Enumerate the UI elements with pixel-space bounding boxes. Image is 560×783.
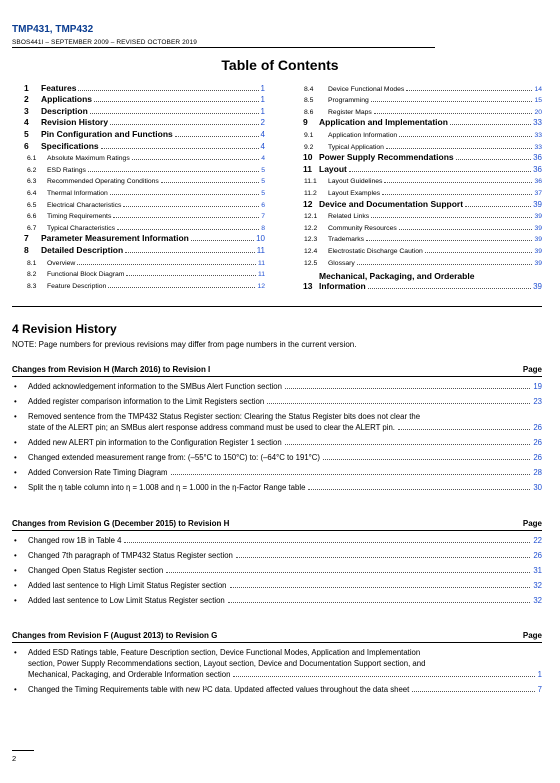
change-text: Added ESD Ratings table, Feature Description section, Device Functional Modes, Application and Implementation <box>28 648 421 657</box>
bullet-icon: • <box>14 551 17 560</box>
toc-entry-label: Device Functional Modes <box>328 85 405 93</box>
toc-leader-dots <box>371 101 533 102</box>
toc-page-link[interactable]: 5 <box>261 189 265 197</box>
toc-page-link[interactable]: 1 <box>260 106 265 116</box>
toc-page-link[interactable]: 39 <box>534 259 542 267</box>
toc-leader-dots <box>425 252 533 253</box>
toc-entry-label: ESD Ratings <box>47 166 86 174</box>
toc-entry[interactable] <box>303 255 542 267</box>
toc-right-column <box>303 81 542 291</box>
change-text: Added register comparison information to the Limit Registers section <box>28 397 265 406</box>
leader-dots <box>308 489 530 490</box>
revision-heading-text: Changes from Revision F (August 2013) to Revision G <box>12 630 218 640</box>
toc-entry[interactable] <box>303 232 542 244</box>
bullet-icon: • <box>14 412 17 421</box>
change-page-link[interactable]: 26 <box>533 438 542 447</box>
change-page-link[interactable]: 26 <box>533 453 542 462</box>
toc-leader-dots <box>90 113 259 114</box>
toc-leader-dots <box>450 124 531 125</box>
toc-entry-label: Description <box>41 105 88 116</box>
toc-leader-dots <box>101 148 259 149</box>
leader-dots <box>124 542 530 543</box>
change-text: Added new ALERT pin information to the Configuration Register 1 section <box>28 438 282 447</box>
change-text: Split the η table column into η = 1.008 and η = 1.000 in the η-Factor Range table <box>28 483 306 492</box>
bullet-icon: • <box>14 468 17 477</box>
toc-leader-dots <box>108 287 255 288</box>
toc-entry-number: 12 <box>303 198 313 209</box>
revision-heading-text: Changes from Revision H (March 2016) to Revision I <box>12 364 211 374</box>
toc-entry[interactable] <box>303 93 542 105</box>
toc-leader-dots <box>382 194 532 195</box>
revision-block-heading <box>12 516 542 531</box>
toc-page-link[interactable]: 4 <box>260 141 265 151</box>
change-page-link[interactable]: 31 <box>533 566 542 575</box>
toc-entry-label: Application and Implementation <box>319 117 448 128</box>
toc-entry-number: 6.4 <box>27 189 37 197</box>
toc-page-link[interactable]: 36 <box>533 164 542 174</box>
toc-entry-label: Recommended Operating Conditions <box>47 178 159 186</box>
toc-page-link[interactable]: 14 <box>534 85 542 93</box>
toc-entry-number: 8.5 <box>304 97 314 105</box>
toc-page-link[interactable]: 4 <box>260 129 265 139</box>
toc-entry-number: 8 <box>24 244 29 255</box>
toc-entry-label: Typical Application <box>328 143 384 151</box>
toc-leader-dots <box>110 194 259 195</box>
toc-leader-dots <box>386 148 533 149</box>
toc-entry-number: 8.1 <box>27 259 37 267</box>
toc-page-link[interactable]: 1 <box>260 83 265 93</box>
toc-entry[interactable] <box>24 255 265 267</box>
toc-entry-number: 12.1 <box>304 213 318 221</box>
toc-entry-number: 11 <box>303 163 312 174</box>
toc-page-link[interactable]: 39 <box>534 224 542 232</box>
toc-entry[interactable] <box>303 197 542 209</box>
leader-dots <box>233 676 534 677</box>
toc-entry-label: Register Maps <box>328 108 372 116</box>
toc-entry-label: Application Information <box>328 131 398 139</box>
toc-page-link[interactable]: 39 <box>534 213 542 221</box>
bullet-icon: • <box>14 581 17 590</box>
toc-page-link[interactable]: 33 <box>533 118 542 128</box>
revision-heading-text: Changes from Revision G (December 2015) to Revision H <box>12 518 230 528</box>
toc-entry[interactable] <box>24 93 265 105</box>
toc-entry-number: 12.5 <box>304 259 318 267</box>
toc-leader-dots <box>125 252 255 253</box>
toc-entry-number: 12.3 <box>304 236 318 244</box>
bullet-icon: • <box>14 397 17 406</box>
toc-leader-dots <box>191 240 254 241</box>
toc-leader-dots <box>357 264 533 265</box>
bullet-icon: • <box>14 648 17 657</box>
toc-entry-label: Community Resources <box>328 224 397 232</box>
revision-block-heading <box>12 628 542 643</box>
toc-entry[interactable] <box>303 162 542 174</box>
toc-entry[interactable] <box>24 116 265 128</box>
revision-change-item <box>12 381 542 392</box>
toc-leader-dots <box>456 159 531 160</box>
toc-page-link[interactable]: 39 <box>534 247 542 255</box>
change-text: section, Power Supply Recommendations section, Layout section, Device and Documentation Support section, and <box>28 659 426 668</box>
toc-entry-number: 4 <box>24 117 29 128</box>
leader-dots <box>267 403 530 404</box>
change-text: Changed the Timing Requirements table with new I²C data. Updated affected values throughout the data sheet <box>28 685 410 694</box>
toc-entry-number: 9.2 <box>304 143 314 151</box>
toc-entry[interactable] <box>303 174 542 186</box>
revision-change-item <box>12 565 542 576</box>
toc-entry[interactable] <box>303 267 542 291</box>
toc-entry[interactable] <box>303 104 542 116</box>
toc-entry[interactable] <box>24 220 265 232</box>
page-column-label: Page <box>522 518 542 528</box>
toc-entry-number: 8.3 <box>27 282 37 290</box>
toc-page-link[interactable]: 39 <box>533 281 542 291</box>
toc-page-link[interactable]: 12 <box>257 282 265 290</box>
revision-change-item <box>12 535 542 546</box>
toc-entry-number: 12.2 <box>304 224 318 232</box>
change-page-link[interactable]: 7 <box>537 685 542 694</box>
toc-entry[interactable] <box>303 116 542 128</box>
change-page-link[interactable]: 22 <box>533 536 542 545</box>
toc-entry-label: Features <box>41 82 77 93</box>
revision-change-item <box>12 595 542 606</box>
toc-page-link[interactable]: 1 <box>260 95 265 105</box>
change-text: Added last sentence to Low Limit Status Register section <box>28 596 225 605</box>
section-title: 4 Revision History <box>12 322 117 336</box>
change-page-link[interactable]: 32 <box>533 596 542 605</box>
change-text: Changed Open Status Register section <box>28 566 164 575</box>
toc-entry[interactable] <box>24 278 265 290</box>
change-page-link[interactable]: 19 <box>533 382 542 391</box>
toc-entry[interactable] <box>24 81 265 93</box>
toc-entry-number: 6.5 <box>27 201 37 209</box>
toc-leader-dots <box>465 206 531 207</box>
toc-entry-number: 7 <box>24 233 29 244</box>
toc-leader-dots <box>110 124 258 125</box>
toc-entry[interactable] <box>303 220 542 232</box>
toc-entry[interactable] <box>303 151 542 163</box>
section-note: NOTE: Page numbers for previous revisions may differ from page numbers in the current version. <box>12 340 357 349</box>
change-text: Mechanical, Packaging, and Orderable Information section <box>28 670 231 679</box>
toc-entry-number: 13 <box>303 280 313 291</box>
toc-leader-dots <box>384 182 532 183</box>
toc-entry[interactable] <box>303 139 542 151</box>
revision-block-heading <box>12 362 542 377</box>
toc-leader-dots <box>88 171 259 172</box>
toc-page-link[interactable]: 15 <box>534 97 542 105</box>
change-page-link[interactable]: 26 <box>533 551 542 560</box>
toc-page-link[interactable]: 6 <box>261 201 265 209</box>
bullet-icon: • <box>14 566 17 575</box>
toc-page-link[interactable]: 36 <box>533 153 542 163</box>
leader-dots <box>323 459 530 460</box>
toc-entry-label: Layout Examples <box>328 189 381 197</box>
revision-block <box>12 362 542 493</box>
toc-leader-dots <box>399 229 533 230</box>
leader-dots <box>412 691 534 692</box>
toc-leader-dots <box>126 275 255 276</box>
toc-entry-number: 6.3 <box>27 178 37 186</box>
toc-entry-number: 11.2 <box>304 189 317 197</box>
revision-change-item <box>12 396 542 407</box>
toc-page-link[interactable]: 11 <box>256 245 265 255</box>
toc-leader-dots <box>77 264 256 265</box>
toc-entry-number: 6.2 <box>27 166 37 174</box>
toc-leader-dots <box>94 101 259 102</box>
toc-leader-dots <box>113 217 259 218</box>
revision-change-item <box>12 684 542 695</box>
toc-entry[interactable] <box>303 243 542 255</box>
section-divider <box>12 306 542 307</box>
toc-page-link[interactable]: 11 <box>257 259 265 267</box>
doc-header-title: TMP431, TMP432 <box>12 24 94 35</box>
toc-entry-label: Typical Characteristics <box>47 224 115 232</box>
toc-leader-dots <box>368 288 531 289</box>
toc-page-link[interactable]: 8 <box>261 224 265 232</box>
toc-page-link[interactable]: 20 <box>534 108 542 116</box>
change-text: Changed extended measurement range from: (–55°C to 150°C) to: (–64°C to 191°C) <box>28 453 321 462</box>
toc-entry[interactable] <box>303 185 542 197</box>
toc-entry-label: Parameter Measurement Information <box>41 233 189 244</box>
toc-entry-number: 10 <box>303 152 313 163</box>
toc-entry-label: Pin Configuration and Functions <box>41 128 173 139</box>
toc-entry-label: Mechanical, Packaging, and Orderable <box>319 270 475 281</box>
change-text: Added acknowledgement information to the SMBus Alert Function section <box>28 382 282 391</box>
toc-entry[interactable] <box>24 151 265 163</box>
toc-entry-label: Layout <box>319 163 347 174</box>
change-text: state of the ALERT pin; an SMBus alert response address command must be used to clear the ALERT pin. <box>28 423 395 432</box>
toc-page-link[interactable]: 4 <box>261 155 265 163</box>
toc-leader-dots <box>161 182 259 183</box>
toc-entry-label: Overview <box>47 259 76 267</box>
leader-dots <box>228 602 531 603</box>
bullet-icon: • <box>14 438 17 447</box>
toc-leader-dots <box>406 90 532 91</box>
toc-entry[interactable] <box>24 197 265 209</box>
page-column-label: Page <box>522 364 542 374</box>
toc-entry-number: 6.6 <box>27 213 37 221</box>
toc-entry-label: Electrostatic Discharge Caution <box>328 247 423 255</box>
page-column-label: Page <box>522 630 542 640</box>
leader-dots <box>285 388 530 389</box>
toc-entry[interactable] <box>24 139 265 151</box>
toc-entry-label: Thermal Information <box>47 189 108 197</box>
footer-rule <box>12 750 34 751</box>
leader-dots <box>171 474 531 475</box>
toc-page-link[interactable]: 11 <box>257 271 265 279</box>
toc-page-link[interactable]: 33 <box>534 131 542 139</box>
revision-block <box>12 516 542 606</box>
change-text: Changed row 1B in Table 4 <box>28 536 122 545</box>
revision-change-item <box>12 550 542 561</box>
toc-leader-dots <box>371 217 532 218</box>
change-text: Added Conversion Rate Timing Diagram <box>28 468 168 477</box>
toc-entry-label: Trademarks <box>328 236 365 244</box>
change-page-link[interactable]: 32 <box>533 581 542 590</box>
revision-change-item <box>12 647 542 680</box>
leader-dots <box>398 429 530 430</box>
toc-leader-dots <box>399 136 532 137</box>
toc-entry-label: Applications <box>41 94 93 105</box>
toc-entry-number: 11.1 <box>304 178 317 186</box>
toc-entry-number: 9 <box>303 117 308 128</box>
toc-entry-label: Specifications <box>41 140 99 151</box>
toc-page-link[interactable]: 39 <box>534 236 542 244</box>
toc-entry-label: Device and Documentation Support <box>319 198 464 209</box>
revision-change-item <box>12 411 542 433</box>
leader-dots <box>236 557 530 558</box>
leader-dots <box>166 572 530 573</box>
toc-page-link[interactable]: 5 <box>261 166 265 174</box>
toc-page-link[interactable]: 33 <box>534 143 542 151</box>
toc-entry-number: 5 <box>24 128 29 139</box>
revision-change-item <box>12 580 542 591</box>
toc-entry-number: 6.1 <box>27 155 37 163</box>
toc-entry[interactable] <box>24 267 265 279</box>
toc-entry[interactable] <box>24 209 265 221</box>
change-page-link[interactable]: 28 <box>533 468 542 477</box>
toc-entry-label: Power Supply Recommendations <box>319 152 454 163</box>
change-page-link[interactable]: 26 <box>533 423 542 432</box>
revision-change-item <box>12 452 542 463</box>
toc-page-link[interactable]: 7 <box>261 213 265 221</box>
toc-left-column <box>24 81 265 290</box>
toc-entry[interactable] <box>24 243 265 255</box>
page-number: 2 <box>12 754 17 763</box>
toc-leader-dots <box>78 90 258 91</box>
revision-change-item <box>12 482 542 493</box>
toc-entry-label: Glossary <box>328 259 355 267</box>
toc-leader-dots <box>117 229 259 230</box>
change-text: Added last sentence to High Limit Status Register section <box>28 581 227 590</box>
toc-entry-label-cont: Information <box>319 280 366 291</box>
toc-entry[interactable] <box>303 209 542 221</box>
toc-entry-number: 2 <box>24 94 29 105</box>
toc-entry-label: Programming <box>328 97 369 105</box>
toc-entry-label: Absolute Maximum Ratings <box>47 155 130 163</box>
toc-entry-label: Layout Guidelines <box>328 178 383 186</box>
toc-entry-number: 6.7 <box>27 224 37 232</box>
bullet-icon: • <box>14 483 17 492</box>
doc-header-subtitle: SBOS441I – SEPTEMBER 2009 – REVISED OCTOBER 2019 <box>12 39 197 46</box>
toc-entry-label: Related Links <box>328 213 370 221</box>
toc-page-link[interactable]: 37 <box>534 189 542 197</box>
revision-block <box>12 628 542 695</box>
change-page-link[interactable]: 30 <box>533 483 542 492</box>
toc-page-link[interactable]: 2 <box>260 118 265 128</box>
change-page-link[interactable]: 1 <box>537 670 542 679</box>
toc-entry[interactable] <box>303 127 542 139</box>
toc-entry[interactable] <box>24 104 265 116</box>
toc-entry-label: Electrical Characteristics <box>47 201 122 209</box>
leader-dots <box>230 587 531 588</box>
toc-entry-number: 6 <box>24 140 29 151</box>
toc-page-link[interactable]: 36 <box>534 178 542 186</box>
toc-page-link[interactable]: 39 <box>533 199 542 209</box>
toc-entry-label: Detailed Description <box>41 244 124 255</box>
toc-leader-dots <box>123 206 259 207</box>
toc-entry-number: 9.1 <box>304 131 314 139</box>
toc-title: Table of Contents <box>221 57 339 73</box>
change-text: Changed 7th paragraph of TMP432 Status Register section <box>28 551 233 560</box>
toc-entry[interactable] <box>24 232 265 244</box>
toc-entry-number: 3 <box>24 105 29 116</box>
toc-entry[interactable] <box>24 185 265 197</box>
toc-page-link[interactable]: 10 <box>256 234 265 244</box>
toc-entry-label: Revision History <box>41 117 109 128</box>
bullet-icon: • <box>14 536 17 545</box>
change-text: Removed sentence from the TMP432 Status Register section: Clearing the Status Register bits does not clear the <box>28 412 421 421</box>
change-page-link[interactable]: 23 <box>533 397 542 406</box>
toc-leader-dots <box>175 136 259 137</box>
bullet-icon: • <box>14 453 17 462</box>
toc-entry-label: Feature Description <box>47 282 107 290</box>
toc-leader-dots <box>132 159 259 160</box>
toc-entry-number: 1 <box>24 82 29 93</box>
bullet-icon: • <box>14 685 17 694</box>
leader-dots <box>285 444 531 445</box>
toc-entry-number: 12.4 <box>304 247 318 255</box>
toc-entry-number: 8.4 <box>304 85 314 93</box>
toc-entry[interactable] <box>24 174 265 186</box>
header-rule <box>12 47 435 48</box>
bullet-icon: • <box>14 382 17 391</box>
toc-leader-dots <box>349 171 531 172</box>
toc-entry-number: 8.2 <box>27 271 37 279</box>
bullet-icon: • <box>14 596 17 605</box>
toc-entry-number: 8.6 <box>304 108 314 116</box>
revision-change-item <box>12 437 542 448</box>
revision-change-item <box>12 467 542 478</box>
toc-leader-dots <box>374 113 533 114</box>
toc-leader-dots <box>366 240 532 241</box>
toc-entry[interactable] <box>303 81 542 93</box>
toc-page-link[interactable]: 5 <box>261 178 265 186</box>
toc-entry[interactable] <box>24 162 265 174</box>
toc-entry[interactable] <box>24 127 265 139</box>
toc-entry-label: Functional Block Diagram <box>47 271 125 279</box>
toc-entry-label: Timing Requirements <box>47 213 112 221</box>
